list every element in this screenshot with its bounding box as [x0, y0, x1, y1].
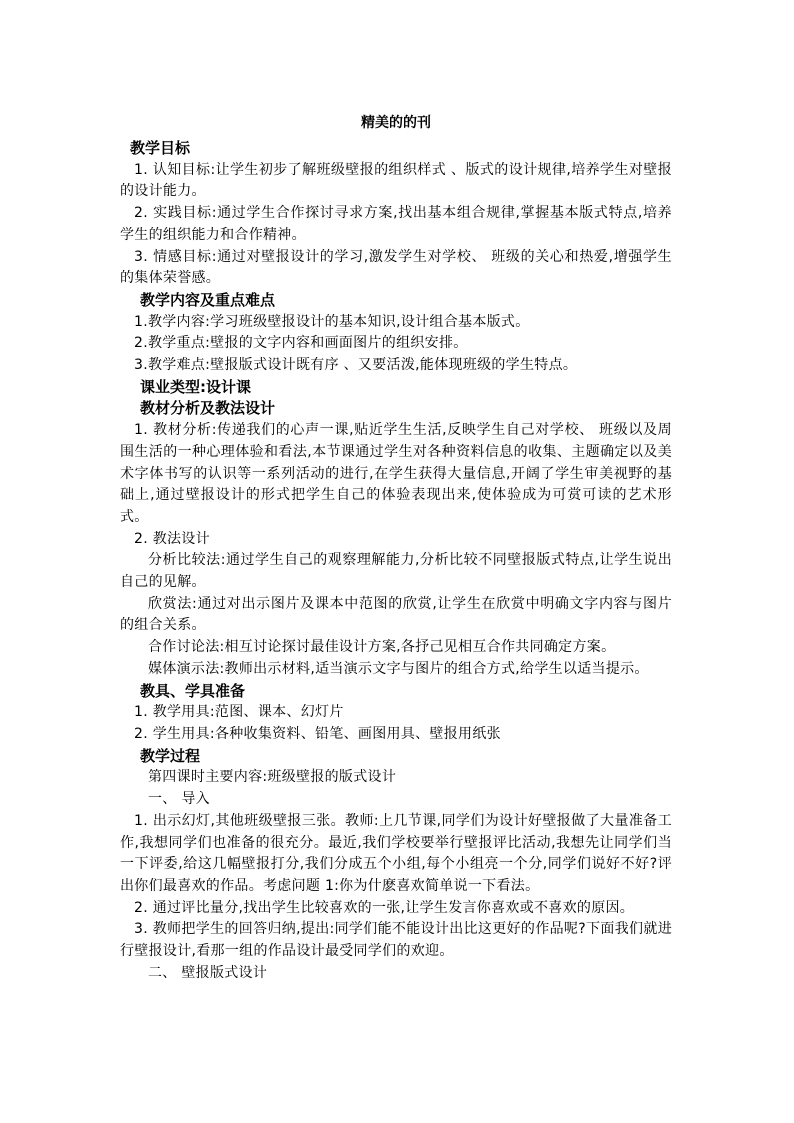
paragraph: 二、 壁报版式设计 — [148, 964, 268, 981]
paragraph: 1. 教材分析:传递我们的心声一课,贴近学生生活,反映学生自己对学校、 班级以及周围生活的一种心理体验和看法,本节课通过学生对各种资料信息的收集、主题确定以及美术字体书写的认识等一系列活动的进行,在学生获得大量信息,开阔了学生审美视野的基础上,通过壁报设计的形式把学生自己的体验表现出来,使体验成为可赏可读的艺术形式。 — [120, 422, 672, 525]
paragraph: 合作讨论法:相互讨论探讨最佳设计方案,各抒己见相互合作共同确定方案。 — [148, 639, 616, 656]
paragraph: 1. 认知目标:让学生初步了解班级壁报的组织样式 、版式的设计规律,培养学生对壁报的设计能力。 — [120, 161, 672, 200]
paragraph: 第四课时主要内容:班级壁报的版式设计 — [148, 769, 397, 786]
section-heading-lesson-type: 课业类型:设计课 — [140, 377, 251, 396]
paragraph: 3.教学难点:壁报版式设计既有序 、又要活泼,能体现班级的学生特点。 — [134, 357, 578, 374]
paragraph: 2.教学重点:壁报的文字内容和画面图片的组织安排。 — [134, 335, 468, 352]
paragraph: 2. 学生用具:各种收集资料、铅笔、画图用具、壁报用纸张 — [134, 725, 501, 742]
paragraph: 3. 教师把学生的回答归纳,提出:同学们能不能设计出比这更好的作品呢?下面我们就进行壁报设计,看那一组的作品设计最受同学们的欢迎。 — [120, 921, 672, 960]
paragraph: 3. 情感目标:通过对壁报设计的学习,激发学生对学校、 班级的关心和热爱,增强学生的集体荣誉感。 — [120, 248, 672, 287]
paragraph: 媒体演示法:教师出示材料,适当演示文字与图片的组合方式,给学生以适当提示。 — [148, 660, 649, 677]
paragraph: 2. 通过评比量分,找出学生比较喜欢的一张,让学生发言你喜欢或不喜欢的原因。 — [134, 899, 635, 916]
paragraph: 2. 教法设计 — [134, 530, 210, 547]
document-page — [120, 112, 672, 984]
paragraph: 欣赏法:通过对出示图片及课本中范图的欣赏,让学生在欣赏中明确文字内容与图片的组合关系。 — [120, 595, 672, 634]
paragraph: 1. 出示幻灯,其他班级壁报三张。教师:上几节课,同学们为设计好壁报做了大量准备工作,我想同学们也准备的很充分。最近,我们学校要举行壁报评比活动,我想先让同学们当一下评委,给这几幅壁报打分,我们分成五个小组,每个小组亮一个分,同学们说好不好?评出你们最喜欢的作品。考虑问题 1:你为什麽喜欢简单说一下看法。 — [120, 812, 672, 894]
section-heading-teaching-process: 教学过程 — [140, 746, 201, 765]
paragraph: 分析比较法:通过学生自己的观察理解能力,分析比较不同壁报版式特点,让学生说出自己的见解。 — [120, 552, 672, 591]
paragraph: 1. 教学用具:范图、课本、幻灯片 — [134, 704, 344, 721]
paragraph: 2. 实践目标:通过学生合作探讨寻求方案,找出基本组合规律,掌握基本版式特点,培养学生的组织能力和合作精神。 — [120, 205, 672, 243]
section-heading-teaching-goals: 教学目标 — [130, 139, 191, 157]
section-heading-material-analysis: 教材分析及教法设计 — [140, 399, 276, 418]
paragraph: 一、 导入 — [148, 791, 210, 808]
document-title: 精美的的刊 — [361, 115, 431, 131]
paragraph: 1.教学内容:学习班级壁报设计的基本知识,设计组合基本版式。 — [134, 313, 530, 330]
section-heading-content-and-focus: 教学内容及重点难点 — [140, 290, 276, 309]
section-heading-teaching-aids: 教具、学具准备 — [140, 681, 246, 700]
